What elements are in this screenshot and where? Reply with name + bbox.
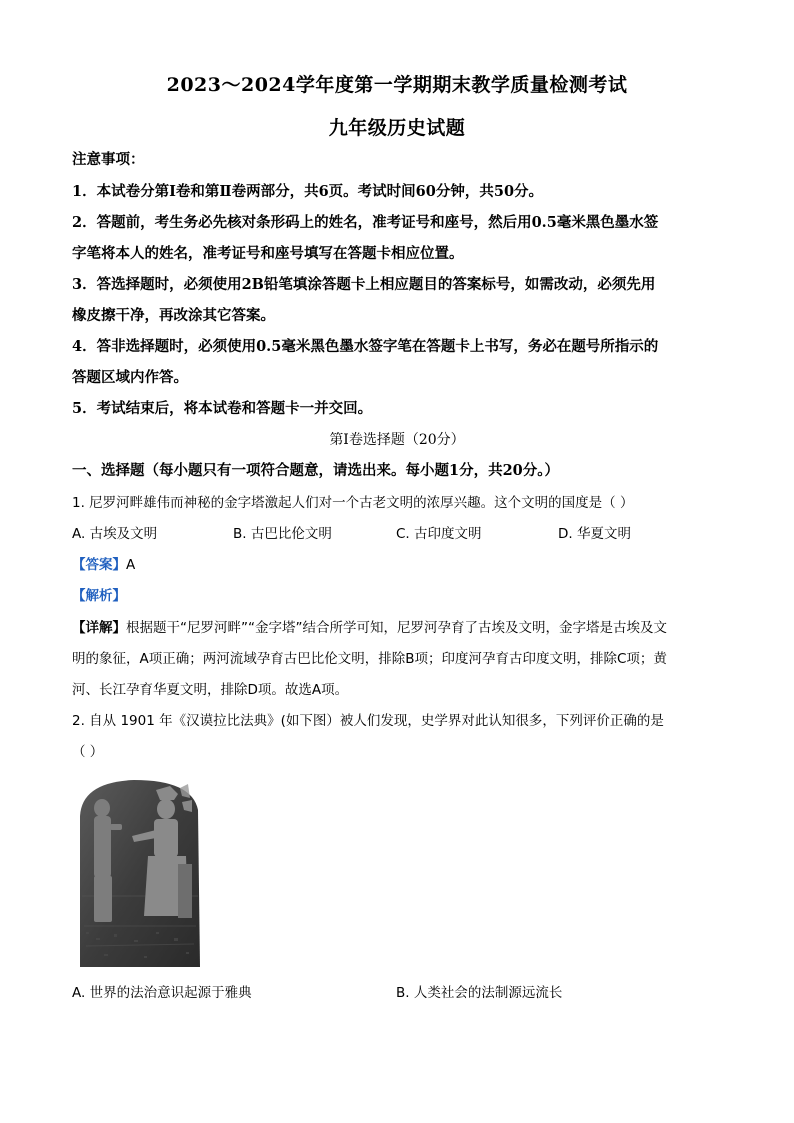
question-1-stem: 1. 尼罗河畔雄伟而神秘的金字塔激起人们对一个古老文明的浓厚兴趣。这个文明的国度是（ ） [72,495,634,511]
question-1-option-a: A. 古埃及文明 [72,526,158,542]
detail-label: 【详解】 [72,620,126,636]
notice-item: 5．考试结束后，将本试卷和答题卡一并交回。 [72,400,373,417]
hammurabi-stele-image [74,776,205,967]
detail-line: 河、长江孕育华夏文明，排除D项。故选A项。 [72,682,349,698]
section-title: 第Ⅰ卷选择题（20分） [329,432,465,448]
analysis-label: 【解析】 [72,588,126,604]
answer-label: 【答案】 [72,557,126,573]
question-2-bracket: （ ） [72,744,104,760]
notice-item: 3．答选择题时，必须使用2B铅笔填涂答题卡上相应题目的答案标号，如需改动，必须先用 [72,276,656,293]
detail-line: 明的象征，A项正确；两河流域孕育古巴比伦文明，排除B项；印度河孕育古印度文明，排除C项；黄 [72,651,667,667]
question-1-option-c: C. 古印度文明 [396,526,482,542]
question-1-option-d: D. 华夏文明 [558,526,631,542]
question-2-stem: 2. 自从 1901 年《汉谟拉比法典》(如下图）被人们发现，史学界对此认知很多，下列评价正确的是 [72,713,664,729]
notice-item: 1．本试卷分第Ⅰ卷和第Ⅱ卷两部分，共6页。考试时间60分钟，共50分。 [72,183,544,200]
notice-item: 字笔将本人的姓名，准考证号和座号填写在答题卡相应位置。 [72,245,464,262]
answer-value: A [126,557,136,573]
notice-item: 2．答题前，考生务必先核对条形码上的姓名，准考证号和座号，然后用0.5毫米黑色墨水签 [72,214,659,231]
question-1-answer [72,555,135,575]
exam-subtitle: 九年级历史试题 [328,117,466,139]
question-1-option-b: B. 古巴比伦文明 [233,526,332,542]
notice-heading: 注意事项： [72,151,145,168]
detail-line [72,618,667,638]
question-2-option-a: A. 世界的法治意识起源于雅典 [72,985,252,1001]
notice-item: 答题区域内作答。 [72,369,188,386]
detail-text: 根据题干“尼罗河畔”“金字塔”结合所学可知，尼罗河孕育了古埃及文明，金字塔是古埃及文 [126,620,667,636]
notice-item: 4．答非选择题时，必须使用0.5毫米黑色墨水签字笔在答题卡上书写，务必在题号所指示的 [72,338,659,355]
notice-item: 橡皮擦干净，再改涂其它答案。 [72,307,275,324]
section-instruction: 一、选择题（每小题只有一项符合题意，请选出来。每小题1分，共20分。） [72,462,560,479]
question-2-option-b: B. 人类社会的法制源远流长 [396,985,563,1001]
exam-title: 2023～2024学年度第一学期期末教学质量检测考试 [166,74,628,96]
